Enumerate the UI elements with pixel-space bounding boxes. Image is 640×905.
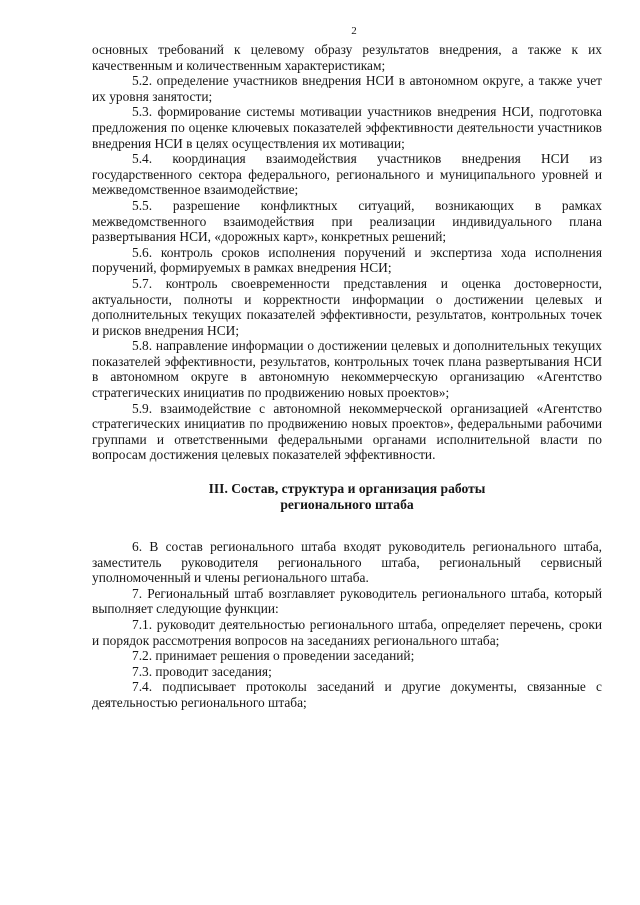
page-number: 2 [351, 25, 357, 37]
paragraph-7-4: 7.4. подписывает протоколы заседаний и другие документы, связанные с деятельностью регионального штаба; [92, 679, 602, 710]
paragraph-5-8: 5.8. направление информации о достижении целевых и дополнительных текущих показателей эффективности, результатов, контрольных точек плана развертывания НСИ в автономном округе в автономную некоммерческую организацию «Агентство стратегических инициатив по продвижению новых проектов»; [92, 338, 602, 401]
paragraph-5-7: 5.7. контроль своевременности представления и оценка достоверности, актуальности, полноты и корректности информации о достижении целевых и дополнительных текущих показателей эффективности, результатов, контрольных точек и рисков внедрения НСИ; [92, 275, 602, 338]
paragraph-7-1: 7.1. руководит деятельностью регионального штаба, определяет перечень, сроки и порядок рассмотрения вопросов на заседаниях регионального штаба; [92, 617, 602, 648]
paragraph-5-3: 5.3. формирование системы мотивации участников внедрения НСИ, подготовка предложения по оценке ключевых показателей эффективности деятельности участников внедрения НСИ в целях осуществления их мотивации; [92, 104, 602, 151]
section-title [92, 481, 602, 513]
paragraph-6: 6. В состав регионального штаба входят руководитель регионального штаба, заместитель руководителя регионального штаба, региональный сервисный уполномоченный и члены регионального штаба. [92, 539, 602, 586]
section-title-line-2: регионального штаба [280, 497, 414, 513]
document-page [92, 24, 602, 711]
paragraph-5-4: 5.4. координация взаимодействия участников внедрения НСИ из государственного сектора федерального, регионального и муниципального уровней и межведомственное взаимодействие; [92, 151, 602, 198]
paragraph-continuation: основных требований к целевому образу результатов внедрения, а также к их качественным и количественным характеристикам; [92, 42, 602, 73]
section-title-line-1: III. Состав, структура и организация работы [208, 481, 486, 497]
paragraph-5-6: 5.6. контроль сроков исполнения поручений и экспертиза хода исполнения поручений, формируемых в рамках внедрения НСИ; [92, 244, 602, 276]
paragraph-7-2: 7.2. принимает решения о проведении заседаний; [132, 648, 415, 664]
paragraph-7: 7. Региональный штаб возглавляет руководитель регионального штаба, который выполняет следующие функции: [92, 585, 602, 617]
paragraph-5-2: 5.2. определение участников внедрения НСИ в автономном округе, а также учет их уровня занятости; [92, 73, 602, 104]
paragraph-5-5: 5.5. разрешение конфликтных ситуаций, возникающих в рамках межведомственного взаимодействия при реализации индивидуального плана развертывания НСИ, «дорожных карт», конкретных решений; [92, 197, 602, 245]
paragraph-5-9: 5.9. взаимодействие с автономной некоммерческой организацией «Агентство стратегических инициатив по продвижению новых проектов», федеральными рабочими группами и ответственными федеральными органами исполнительной власти по вопросам достижения целевых показателей эффективности. [92, 400, 602, 463]
paragraph-7-3: 7.3. проводит заседания; [132, 663, 272, 679]
